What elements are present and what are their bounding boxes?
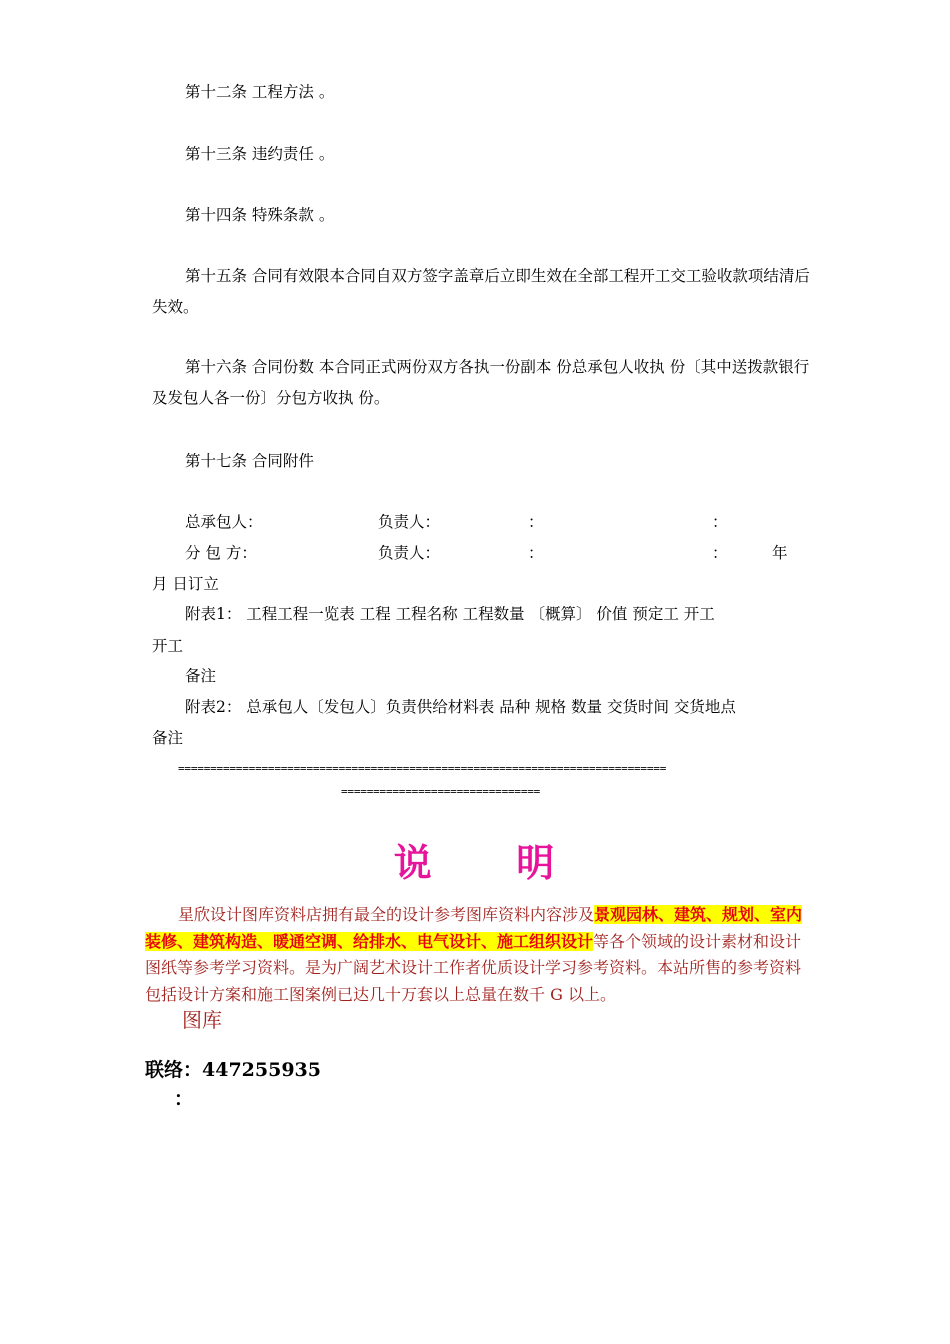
- subcontractor-colon-1: ：: [528, 544, 544, 562]
- article-12: 第十二条 工程方法 。: [185, 83, 335, 101]
- contact-colon: ：: [174, 1088, 194, 1110]
- attachment-2-note: 备注: [152, 729, 184, 747]
- article-15: 第十五条 合同有效限本合同自双方签字盖章后立即生效在全部工程开工交工验收款项结清后失效。: [152, 267, 810, 316]
- attachment-1-continued: 开工: [152, 637, 184, 655]
- date-line: 月 日订立: [152, 575, 219, 593]
- subcontractor-colon-2: ：: [712, 544, 728, 562]
- year-label: 年: [772, 544, 788, 562]
- contractor-colon-1: ：: [528, 513, 544, 531]
- subcontractor-responsible-label: 负责人：: [378, 544, 441, 562]
- notice-title: [0, 832, 950, 887]
- contractor-colon-2: ：: [712, 513, 728, 531]
- desc-rest: 等各个领域的设计素材和设计图纸等参考学习资料。是为广阔艺术设计工作者优质设计学习参考资料。本站所售的参考资料包括设计方案和施工图案例已达几十万套以上总量在数千 G 以上。: [145, 931, 802, 1004]
- contact-info: 联络：447255935: [145, 1059, 321, 1081]
- notice-title-char-2: 明: [516, 841, 557, 885]
- subcontractor-label: 分 包 方：: [185, 544, 257, 562]
- article-13: 第十三条 违约责任 。: [185, 145, 335, 163]
- desc-highlight: 景观园林、建筑、规划、室内装修、建筑构造、暖通空调、给排水、电气设计、施工组织设计: [145, 905, 803, 951]
- article-17: 第十七条 合同附件: [185, 452, 314, 470]
- contractor-label: 总承包人：: [185, 513, 263, 531]
- article-14: 第十四条 特殊条款 。: [185, 206, 335, 224]
- attachment-2: 附表2： 总承包人〔发包人〕负责供给材料表 品种 规格 数量 交货时间 交货地点: [185, 698, 736, 716]
- article-16: 第十六条 合同份数 本合同正式两份双方各执一份副本 份总承包人收执 份〔其中送拨款银行及发包人各一份〕分包方收执 份。: [152, 358, 810, 407]
- gallery-label: 图库: [182, 1008, 222, 1032]
- contractor-responsible-label: 负责人：: [378, 513, 441, 531]
- notice-title-char-1: 说: [393, 841, 434, 885]
- desc-intro: 星欣设计图库资料店拥有最全的设计参考图库资料内容涉及: [178, 905, 595, 924]
- separator-line-2: ===============================: [341, 785, 541, 798]
- separator-line-1: ============================================================================: [178, 762, 667, 775]
- attachment-1-note: 备注: [185, 667, 217, 685]
- attachment-1: 附表1： 工程工程一览表 工程 工程名称 工程数量 〔概算〕 价值 预定工 开工: [185, 605, 715, 623]
- notice-description: [145, 902, 810, 1008]
